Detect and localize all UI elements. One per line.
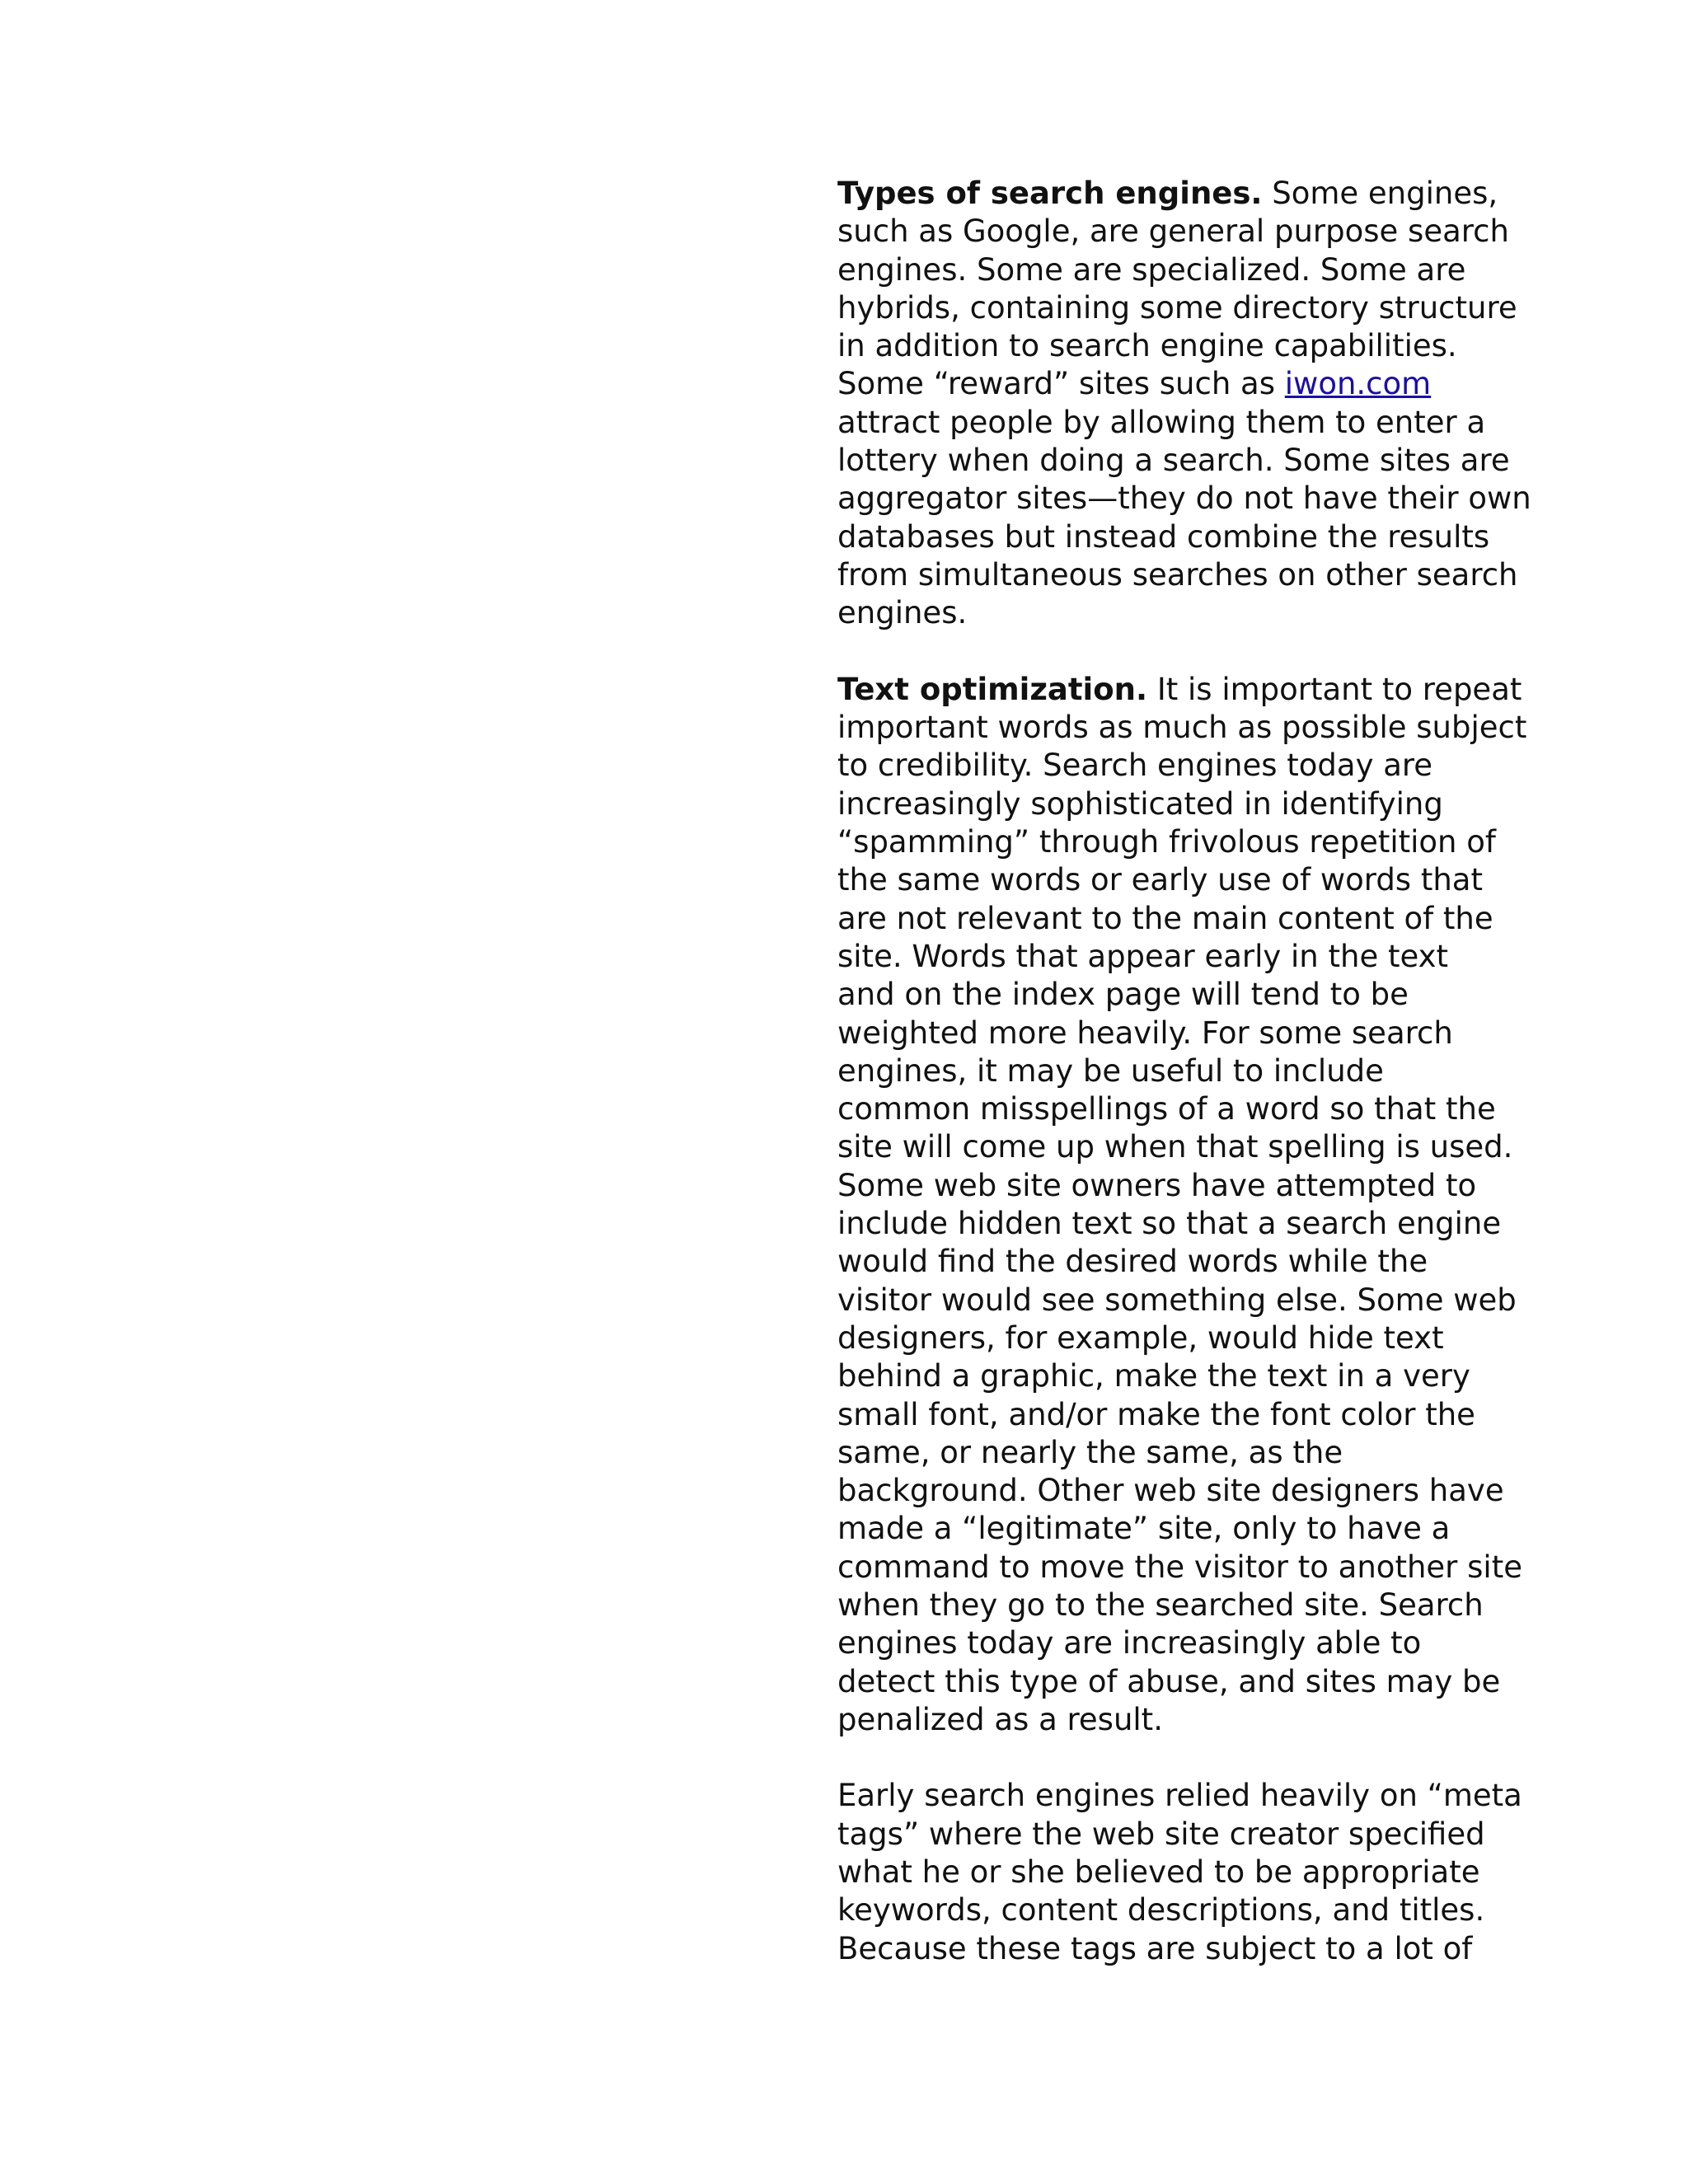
paragraph-line: penalized as a result. xyxy=(837,1701,1163,1737)
paragraph-text-optimization xyxy=(837,671,1527,1739)
paragraph-line: same, or nearly the same, as the xyxy=(837,1434,1343,1470)
paragraph-line: behind a graphic, make the text in a very xyxy=(837,1358,1470,1394)
paragraph-line: the same words or early use of words that xyxy=(837,862,1483,898)
paragraph-line: common misspellings of a word so that the xyxy=(837,1091,1496,1127)
paragraph-line: visitor would see something else. Some web xyxy=(837,1282,1517,1318)
paragraph-line: site will come up when that spelling is used. xyxy=(837,1129,1513,1165)
paragraph-line: and on the index page will tend to be xyxy=(837,977,1409,1013)
paragraph-line: engines. Some are specialized. Some are xyxy=(837,251,1466,288)
paragraph-line xyxy=(837,175,1513,213)
paragraph-line: hybrids, containing some directory structure xyxy=(837,289,1517,326)
paragraph-heading: Types of search engines. xyxy=(837,176,1263,211)
paragraph-line: Early search engines relied heavily on “meta xyxy=(837,1778,1522,1814)
paragraph-line: engines, it may be useful to include xyxy=(837,1052,1384,1089)
paragraph-line: small font, and/or make the font color the xyxy=(837,1396,1475,1432)
paragraph-line: tags” where the web site creator specified xyxy=(837,1816,1485,1852)
paragraph-line: lottery when doing a search. Some sites are xyxy=(837,443,1510,479)
paragraph-line: detect this type of abuse, and sites may be xyxy=(837,1663,1501,1699)
paragraph-text: Some engines, xyxy=(1262,176,1498,211)
paragraph-line: site. Words that appear early in the text xyxy=(837,938,1449,974)
paragraph-line: in addition to search engine capabilities. xyxy=(837,328,1457,364)
paragraph-line: made a “legitimate” site, only to have a xyxy=(837,1511,1451,1547)
paragraph-meta-tags xyxy=(837,1777,1522,1967)
paragraph-line: from simultaneous searches on other search xyxy=(837,556,1518,593)
paragraph-line: such as Google, are general purpose search xyxy=(837,213,1509,250)
paragraph-line xyxy=(837,365,1513,403)
paragraph-line: include hidden text so that a search engine xyxy=(837,1206,1502,1242)
text-column xyxy=(837,175,1531,2006)
iwon-link[interactable]: iwon.com xyxy=(1284,366,1432,402)
paragraph-line: increasingly sophisticated in identifying xyxy=(837,785,1443,822)
paragraph-line: weighted more heavily. For some search xyxy=(837,1015,1453,1051)
paragraph-line: would find the desired words while the xyxy=(837,1244,1428,1280)
paragraph-text: Some “reward” sites such as xyxy=(837,366,1285,402)
paragraph-types-of-search-engines xyxy=(837,175,1531,633)
paragraph-line xyxy=(837,671,1522,709)
paragraph-line: Because these tags are subject to a lot of xyxy=(837,1930,1473,1966)
paragraph-line: when they go to the searched site. Search xyxy=(837,1586,1484,1623)
paragraph-line: engines. xyxy=(837,595,968,631)
paragraph-line: what he or she believed to be appropriate xyxy=(837,1854,1480,1891)
paragraph-line: attract people by allowing them to enter a xyxy=(837,404,1486,440)
paragraph-line: Some web site owners have attempted to xyxy=(837,1167,1477,1203)
paragraph-line: designers, for example, would hide text xyxy=(837,1319,1444,1356)
paragraph-line: command to move the visitor to another site xyxy=(837,1549,1522,1585)
paragraph-line: databases but instead combine the results xyxy=(837,518,1490,555)
paragraph-line: to credibility. Search engines today are xyxy=(837,748,1433,784)
paragraph-heading: Text optimization. xyxy=(837,671,1148,707)
paragraph-text: It is important to repeat xyxy=(1147,671,1522,707)
paragraph-line: are not relevant to the main content of the xyxy=(837,900,1493,936)
paragraph-line: aggregator sites—they do not have their own xyxy=(837,480,1531,517)
paragraph-line: important words as much as possible subject xyxy=(837,710,1527,746)
paragraph-line: “spamming” through frivolous repetition of xyxy=(837,824,1496,860)
paragraph-line: background. Other web site designers have xyxy=(837,1473,1504,1509)
paragraph-line: keywords, content descriptions, and titles. xyxy=(837,1892,1485,1929)
paragraph-line: engines today are increasingly able to xyxy=(837,1625,1422,1661)
